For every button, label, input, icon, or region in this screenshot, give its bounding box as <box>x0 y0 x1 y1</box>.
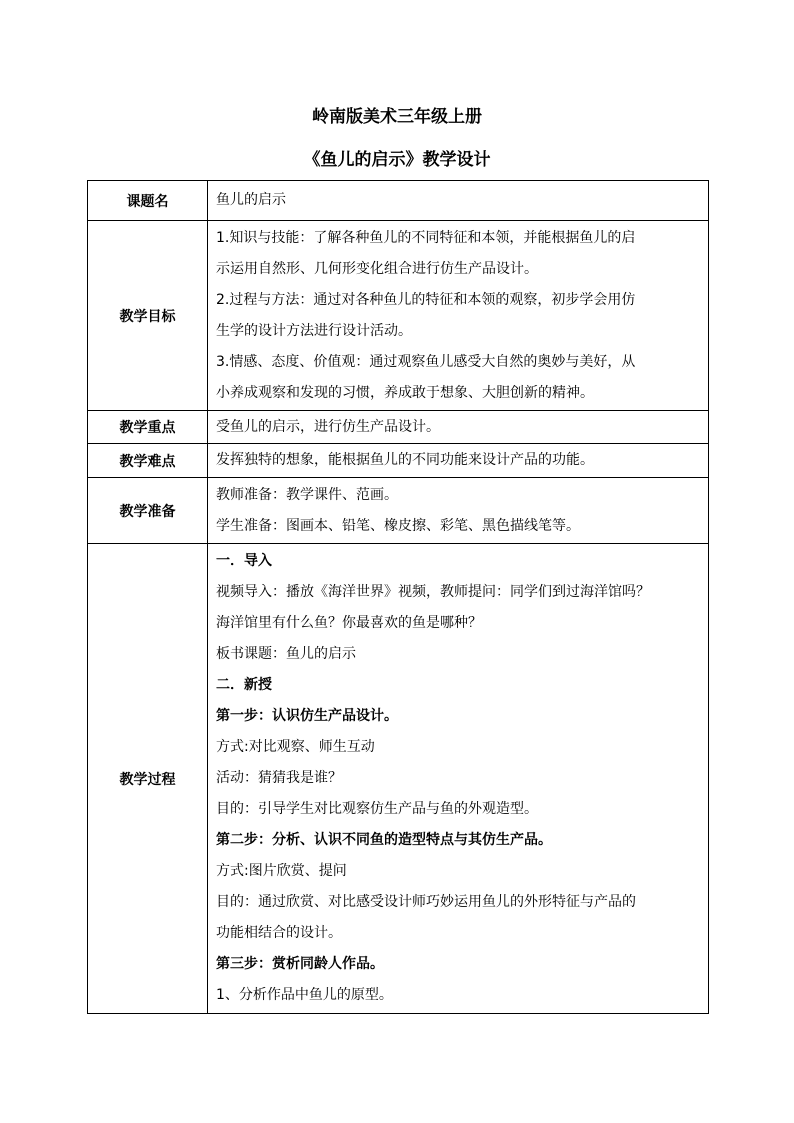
topic-line: 鱼儿的启示 <box>216 192 286 208</box>
label-objectives: 教学目标 <box>88 221 208 411</box>
lesson-plan-table <box>87 180 709 1014</box>
content-objectives <box>208 221 709 411</box>
content-process <box>208 544 709 1014</box>
section-heading: 一．导入 <box>216 553 272 569</box>
objective-line: 生学的设计方法进行设计活动。 <box>216 322 412 339</box>
difficulty-line: 发挥独特的想象，能根据鱼儿的不同功能来设计产品的功能。 <box>216 452 594 468</box>
objective-line: 2.过程与方法：通过对各种鱼儿的特征和本领的观察，初步学会用仿 <box>216 291 636 308</box>
process-line: 目的：通过欣赏、对比感受设计师巧妙运用鱼儿的外形特征与产品的 <box>216 894 636 910</box>
row-topic <box>88 181 709 221</box>
objective-line: 1.知识与技能：了解各种鱼儿的不同特征和本领，并能根据鱼儿的启 <box>216 229 636 246</box>
content-key-points <box>208 411 709 444</box>
process-line: 海洋馆里有什么鱼？你最喜欢的鱼是哪种？ <box>216 615 482 631</box>
objective-line: 3.情感、态度、价值观：通过观察鱼儿感受大自然的奥妙与美好，从 <box>216 353 636 370</box>
label-key-points: 教学重点 <box>88 411 208 444</box>
label-preparation: 教学准备 <box>88 478 208 544</box>
process-line: 视频导入：播放《海洋世界》视频，教师提问：同学们到过海洋馆吗？ <box>216 584 650 600</box>
objective-line: 小养成观察和发现的习惯，养成敢于想象、大胆创新的精神。 <box>216 384 594 401</box>
row-process <box>88 544 709 1014</box>
key-point-line: 受鱼儿的启示，进行仿生产品设计。 <box>216 418 440 435</box>
label-process: 教学过程 <box>88 544 208 1014</box>
process-line: 方式:对比观察、师生互动 <box>216 739 375 755</box>
section-heading: 二．新授 <box>216 677 272 693</box>
step-heading: 第三步：赏析同龄人作品。 <box>216 956 384 972</box>
document-title: 岭南版美术三年级上册 <box>312 107 482 127</box>
content-topic <box>208 181 709 221</box>
content-difficulties <box>208 444 709 478</box>
step-heading: 第二步：分析、认识不同鱼的造型特点与其仿生产品。 <box>216 832 552 848</box>
step-heading: 第一步：认识仿生产品设计。 <box>216 708 398 724</box>
process-line: 板书课题：鱼儿的启示 <box>216 646 356 662</box>
objective-line: 示运用自然形、几何形变化组合进行仿生产品设计。 <box>216 260 538 277</box>
process-line: 方式:图片欣赏、提问 <box>216 863 347 879</box>
document-subtitle: 《鱼儿的启示》教学设计 <box>303 150 491 170</box>
label-difficulties: 教学难点 <box>88 444 208 478</box>
content-preparation <box>208 478 709 544</box>
row-objectives <box>88 221 709 411</box>
row-preparation <box>88 478 709 544</box>
process-line: 功能相结合的设计。 <box>216 925 342 941</box>
preparation-line: 教师准备：教学课件、范画。 <box>216 486 398 503</box>
preparation-line: 学生准备：图画本、铅笔、橡皮擦、彩笔、黑色描线笔等。 <box>216 517 580 534</box>
row-difficulties <box>88 444 709 478</box>
process-line: 1、分析作品中鱼儿的原型。 <box>216 987 393 1003</box>
process-line: 活动：猜猜我是谁？ <box>216 770 342 786</box>
row-key-points <box>88 411 709 444</box>
label-topic: 课题名 <box>88 181 208 221</box>
process-line: 目的：引导学生对比观察仿生产品与鱼的外观造型。 <box>216 801 538 817</box>
